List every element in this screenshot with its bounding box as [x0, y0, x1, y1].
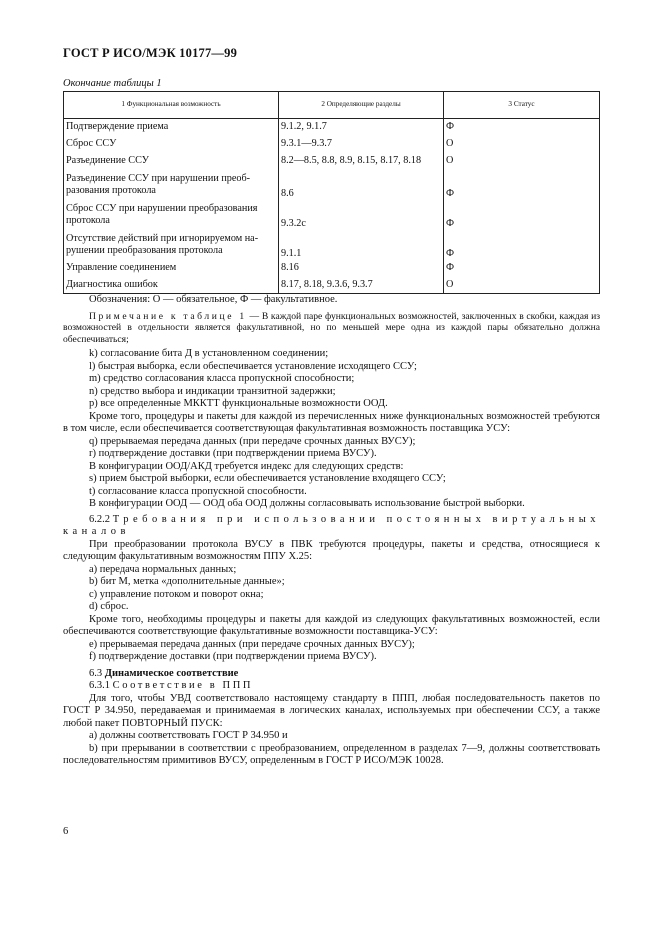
cell-capability: Отсутствие действий при игнорируемом на-рушении преобразования протокола [64, 230, 279, 260]
column-header-sections: 2 Определяющие разделы [279, 92, 444, 119]
cell-sections: 8.17, 8.18, 9.3.6, 9.3.7 [279, 277, 444, 294]
section-heading-6-3 [63, 668, 600, 681]
cell-capability: Сброс ССУ [64, 136, 279, 153]
section-heading-6-3-1 [63, 680, 600, 693]
table-row [64, 119, 600, 136]
table-row [64, 230, 600, 260]
table-row [64, 136, 600, 153]
cell-status: Ф [444, 119, 600, 136]
page-number: 6 [63, 826, 69, 837]
note-label: Примечание к таблице 1 [89, 310, 247, 322]
cell-status: Ф [444, 230, 600, 260]
list-item: c) управление потоком и поворот окна; [89, 588, 264, 600]
cell-status: Ф [444, 170, 600, 200]
paragraph: Для того, чтобы УВД соответствовало настоящему стандарту в ППП, любая последовательность пакетов по ГОСТ Р 34.950, передаваемая и принимаемая в логических каналах, используемых при обеспечении ССУ, а также любой пакет ПОВТОРНЫЙ ПУСК: [63, 692, 600, 729]
cell-sections: 8.6 [279, 170, 444, 200]
paragraph: В конфигурации ООД — ООД оба ООД должны согласовывать использование быстрой выборки. [89, 498, 525, 509]
cell-sections: 9.3.1—9.3.7 [279, 136, 444, 153]
list-item: b) при прерывании в соответствии с преобразованием, определенном в разделах 7—9, должны соответствовать последовательностям примитивов ВУСУ, определенным в ГОСТ Р ИСО/МЭК 10028. [63, 742, 600, 766]
section-number: 6.2.2 [89, 513, 113, 525]
cell-sections: 9.1.1 [279, 230, 444, 260]
list-item: s) прием быстрой выборки, если обеспечивается установление входящего ССУ; [89, 473, 446, 484]
list-item: m) средство согласования класса пропускной способности; [89, 373, 355, 384]
list-item: k) согласование бита Д в установленном соединении; [89, 348, 329, 359]
column-header-capability: 1 Функциональная возможность [64, 92, 279, 119]
list-item: a) должны соответствовать ГОСТ Р 34.950 и [89, 730, 288, 741]
table-row [64, 277, 600, 294]
list-item: l) быстрая выборка, если обеспечивается установление исходящего ССУ; [89, 360, 417, 372]
cell-status: Ф [444, 260, 600, 277]
table-row [64, 200, 600, 230]
cell-capability: Управление соединением [64, 260, 279, 277]
document-header: ГОСТ Р ИСО/МЭК 10177—99 [63, 46, 238, 60]
list-item: q) прерываемая передача данных (при передаче срочных данных ВУСУ); [89, 435, 416, 447]
table-header-row [64, 92, 600, 119]
section-title: Соответствие в ППП [112, 680, 254, 691]
cell-sections: 8.16 [279, 260, 444, 277]
cell-capability: Разъединение ССУ при нарушении преоб-разования протокола [64, 170, 279, 200]
table-row [64, 170, 600, 200]
section-title: Динамическое соответствие [104, 667, 239, 679]
paragraph: Кроме того, процедуры и пакеты для каждой из перечисленных ниже функциональных возможностей требуются в том числе, если обеспечивается соответствующая факультативная возможность поставщика УСУ: [63, 410, 600, 434]
table-caption: Окончание таблицы 1 [63, 78, 162, 89]
list-item: a) передача нормальных данных; [89, 563, 237, 575]
cell-sections: 9.3.2с [279, 200, 444, 230]
cell-capability: Сброс ССУ при нарушении преобразования протокола [64, 200, 279, 230]
section-number: 6.3.1 [89, 680, 113, 691]
cell-capability: Подтверждение приема [64, 119, 279, 136]
list-item: e) прерываемая передача данных (при передаче срочных данных ВУСУ); [89, 638, 415, 650]
cell-sections: 8.2—8.5, 8.8, 8.9, 8.15, 8.17, 8.18 [279, 153, 444, 170]
cell-status: Ф [444, 200, 600, 230]
list-item: t) согласование класса пропускной способности. [89, 485, 307, 497]
section-title: Требования при использовании постоянных виртуальных каналов [63, 513, 601, 537]
paragraph: При преобразовании протокола ВУСУ в ПВК требуются процедуры, пакеты и средства, относящиеся к следующим факультативным возможностям ППУ Х.25: [63, 538, 600, 562]
cell-sections: 9.1.2, 9.1.7 [279, 119, 444, 136]
list-item: n) средство выбора и индикации транзитной задержки; [89, 385, 336, 397]
functional-capabilities-table [63, 91, 600, 294]
table-row [64, 260, 600, 277]
cell-capability: Диагностика ошибок [64, 277, 279, 294]
section-number: 6.3 [89, 667, 105, 679]
table-note [63, 311, 600, 346]
legend: Обозначения: О — обязательное, Ф — факультативное. [89, 294, 338, 305]
list-item: r) подтверждение доставки (при подтверждении приема ВУСУ). [89, 448, 377, 459]
column-header-status: 3 Статус [444, 92, 600, 119]
list-item: b) бит М, метка «дополнительные данные»; [89, 576, 285, 587]
list-item: p) все определенные МККТТ функциональные возможности ООД. [89, 398, 388, 409]
note-text: — В каждой паре функциональных возможностей, заключенных в скобки, каждая из возможностей в отдельности является факультативной, но по меньшей мере одна из каждой пары обязательно должна обеспечиваться; [63, 310, 600, 345]
paragraph: Кроме того, необходимы процедуры и пакеты для каждой из следующих факультативных возможностей, если обеспечиваются соответствующие факультативные возможности поставщика-УСУ: [63, 613, 600, 637]
paragraph: В конфигурации ООД/АКД требуется индекс для следующих средств: [89, 460, 404, 472]
cell-status: О [444, 153, 600, 170]
list-item: f) подтверждение доставки (при подтверждении приема ВУСУ). [89, 651, 377, 662]
cell-capability: Разъединение ССУ [64, 153, 279, 170]
body-text [63, 294, 600, 768]
cell-status: О [444, 136, 600, 153]
cell-status: О [444, 277, 600, 294]
table-row [64, 153, 600, 170]
list-item: d) сброс. [89, 601, 129, 612]
section-heading-6-2-2 [63, 514, 600, 539]
